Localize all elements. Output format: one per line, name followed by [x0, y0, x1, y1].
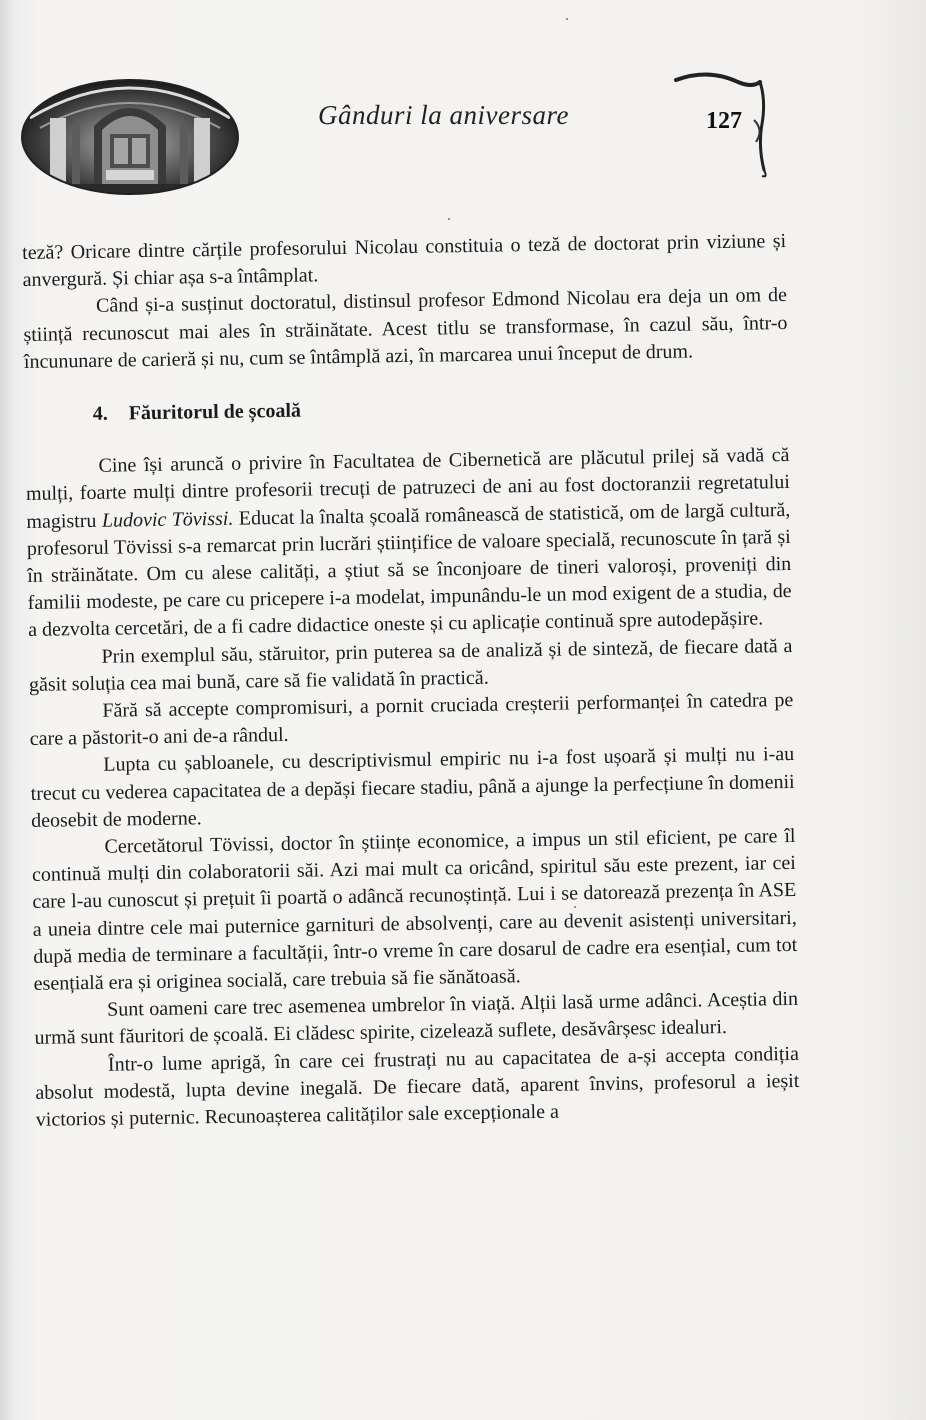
- section-heading: [25, 390, 789, 429]
- paragraph: Când și-a susținut doctoratul, distinsul profesor Edmond Nicolau era deja un om de știință recunoscut mai ales în străinătate. Acest titlu se transformase, în cazul său, într-o încununare de carieră și nu, cum se întâmplă azi, în marcarea unui început de drum.: [23, 284, 788, 373]
- person-name: Ludovic Tövissi.: [101, 507, 234, 532]
- section-title: Făuritorul de școală: [128, 399, 302, 425]
- page-number: 127: [706, 108, 742, 134]
- paragraph-text: Educat la înalta școală românească de statistică, om de largă cultură, profesorul Tövissi s-a remarcat prin lucrări științifice de valoare specială, recunoscute în țară și în străinătate. Om cu alese calități, a știut să se înconjoare de tineri valoroși, proveniți din familii modeste, pe care cu pricepere i-a modelat, impunându-le un mod exigent de a studia, de a dezvolta cercetări, de a fi cadre didactice oneste și cu aplicație continuă spre autodepășire.: [26, 498, 792, 642]
- paper-speck: [566, 18, 568, 20]
- paragraph: Prin exemplul său, stăruitor, prin puterea sa de analiză și de sinteză, de fiecare dată a găsit soluția cea mai bună, care să fie validată în practică.: [28, 634, 793, 696]
- section-number: 4.: [92, 402, 108, 425]
- paragraph: Cercetătorul Tövissi, doctor în științe economice, a impus un stil eficient, pe care îl continuă mulți din colaboratorii săi. Azi mai mult ca oricând, spiritul său este prezent, iar cei care l-au cunoscut și prețuit îi poartă o adâncă recunoștință. Lui i se datorează prezența în ASE a uneia dintre cele mai puternice garnituri de absolvenți, care au devenit asistenți universitari, după media de terminare a facultății, într-o vreme în care dosarul de cadre era esențial, cum tot esențială era și originea socială, care trebuia să fie sănătoasă.: [31, 824, 798, 995]
- paper-speck: [448, 218, 450, 220]
- curl-corner-ornament-icon: [668, 60, 778, 180]
- body-text: [22, 228, 800, 1134]
- paragraph: Sunt oameni care trec asemenea umbrelor în viață. Alții lasă urme adânci. Aceștia din urmă sunt făuritori de școală. Ei clădesc spirite, cizelează suflete, desăvârșesc idealuri.: [34, 988, 799, 1050]
- paragraph: teză? Oricare dintre cărțile profesorului Nicolau constituia o teză de doctorat prin viziune și anvergură. Și chiar așa s-a întâmplat.: [22, 229, 787, 292]
- paragraph-text: Cine își aruncă o privire în Facultatea de Cibernetică are plăcutul prilej să vadă că mulți, foarte mulți dintre profesorii trecuți de patruzeci de ani au fost doctoranzii regretatului magistru: [25, 444, 791, 533]
- paragraph: Fără să accepte compromisuri, a pornit cruciada creșterii performanței în catedra pe care a păstorit-o ani de-a rândul.: [29, 688, 794, 751]
- paragraph: [25, 442, 792, 644]
- paragraph: Lupta cu șabloanele, cu descriptivismul empiric nu i-a fost ușoară și mulți nu i-au trecut cu vederea capacitatea de a depăși fiecare stadiu, până a ajunge la perfecțiune în domenii deosebit de moderne.: [30, 743, 795, 832]
- cathedral-interior-oval-photo-icon: [20, 78, 240, 196]
- paragraph: Într-o lume aprigă, în care cei frustrați nu au capacitatea de a-și accepta condiția absolut modestă, lupta devine inegală. De fiecare dată, aparent învins, profesorul a ieșit victorios și puternic. Recunoașterea calităților sale excepționale a: [35, 1042, 800, 1131]
- running-title: Gânduri la aniversare: [318, 100, 569, 130]
